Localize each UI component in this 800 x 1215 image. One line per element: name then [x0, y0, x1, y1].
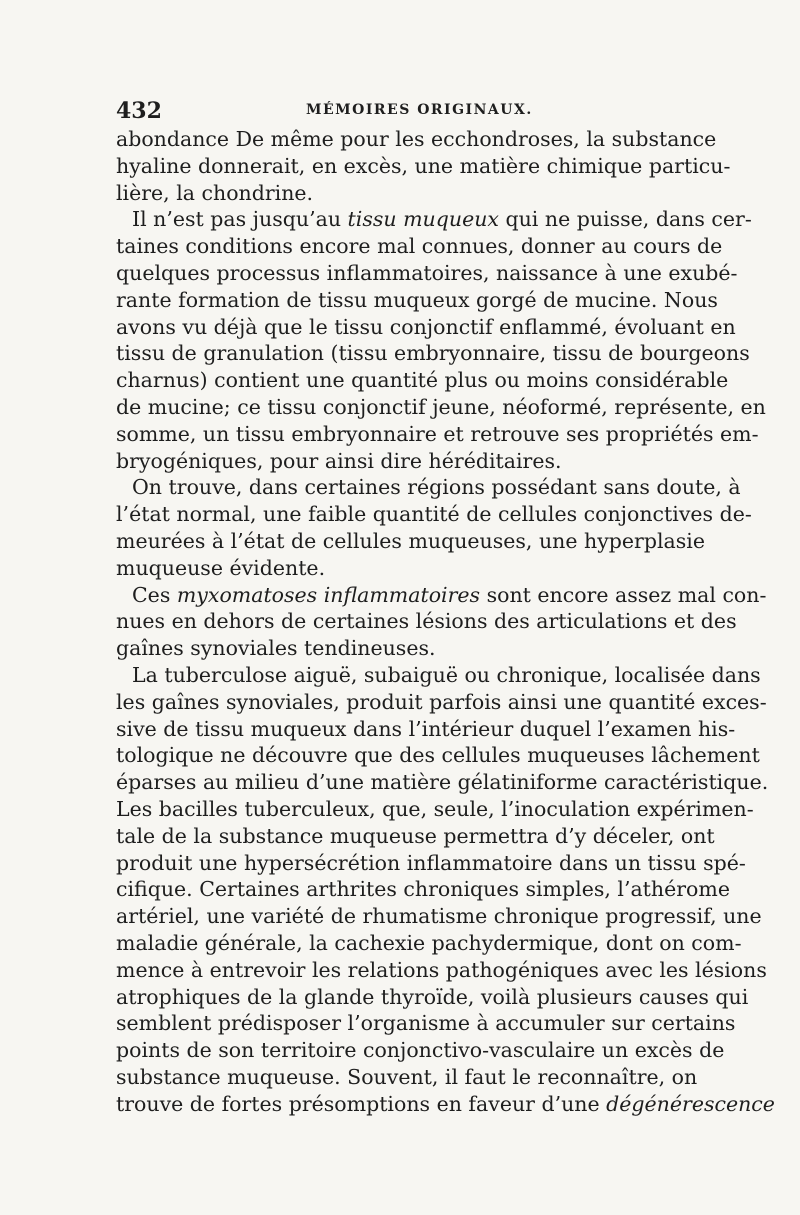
- text-run: Il n’est pas jusqu’au: [132, 207, 348, 232]
- italic-term: dégénérescence: [606, 1091, 775, 1116]
- text-line: On trouve, dans certaines régions possédant sans doute, à: [132, 475, 741, 500]
- text-line: de mucine; ce tissu conjonctif jeune, néoformé, représente, en: [116, 394, 766, 419]
- italic-term: myxomatoses inflammatoires: [176, 582, 481, 607]
- text-line: [116, 582, 767, 609]
- text-line: abondance De même pour les ecchondroses, la substance: [116, 127, 717, 151]
- text-line: semblent prédisposer l’organisme à accumuler sur certains: [116, 1011, 736, 1036]
- page-header: [116, 98, 686, 126]
- text-line: [116, 1091, 775, 1118]
- text-line: meurées à l’état de cellules muqueuses, une hyperplasie: [116, 528, 705, 553]
- text-line: bryogéniques, pour ainsi dire héréditaires.: [116, 448, 562, 473]
- text-line: quelques processus inflammatoires, naissance à une exubé-: [116, 260, 738, 285]
- text-line: tale de la substance muqueuse permettra d’y déceler, ont: [116, 823, 715, 848]
- text-line: cifique. Certaines arthrites chroniques simples, l’athérome: [116, 877, 730, 902]
- text-line: nues en dehors de certaines lésions des articulations et des: [116, 609, 737, 634]
- text-line: mence à entrevoir les relations pathogéniques avec les lésions: [116, 957, 767, 982]
- page-number: 432: [116, 98, 162, 124]
- text-run: Ces: [132, 582, 177, 607]
- text-line: artériel, une variété de rhumatisme chronique progressif, une: [116, 904, 762, 929]
- text-line: l’état normal, une faible quantité de cellules conjonctives de-: [116, 502, 752, 527]
- running-head: MÉMOIRES ORIGINAUX.: [306, 102, 533, 118]
- text-line: somme, un tissu embryonnaire et retrouve ses propriétés em-: [116, 421, 759, 446]
- text-run: trouve de fortes présomptions en faveur d’une: [116, 1091, 607, 1116]
- text-line: substance muqueuse. Souvent, il faut le reconnaître, on: [116, 1064, 698, 1089]
- text-line: [116, 206, 752, 233]
- text-run: sont encore assez mal con-: [480, 582, 767, 607]
- text-line: tissu de granulation (tissu embryonnaire, tissu de bourgeons: [116, 341, 750, 366]
- body-text: [116, 126, 775, 1117]
- text-line: produit une hypersécrétion inflammatoire dans un tissu spé-: [116, 850, 746, 875]
- text-line: maladie générale, la cachexie pachydermique, dont on com-: [116, 930, 742, 955]
- text-line: rante formation de tissu muqueux gorgé de mucine. Nous: [116, 287, 718, 312]
- text-line: Les bacilles tuberculeux, que, seule, l’inoculation expérimen-: [116, 796, 754, 821]
- text-line: éparses au milieu d’une matière gélatiniforme caractéristique.: [116, 770, 769, 795]
- text-line: tologique ne découvre que des cellules muqueuses lâchement: [116, 743, 760, 768]
- text-line: hyaline donnerait, en excès, une matière chimique particu-: [116, 153, 731, 178]
- text-line: gaînes synoviales tendineuses.: [116, 636, 436, 661]
- text-line: charnus) contient une quantité plus ou moins considérable: [116, 368, 729, 393]
- text-line: sive de tissu muqueux dans l’intérieur duquel l’examen his-: [116, 716, 736, 741]
- text-line: les gaînes synoviales, produit parfois ainsi une quantité exces-: [116, 689, 767, 714]
- text-line: points de son territoire conjonctivo-vasculaire un excès de: [116, 1038, 725, 1063]
- text-line: avons vu déjà que le tissu conjonctif enflammé, évoluant en: [116, 314, 736, 339]
- text-line: muqueuse évidente.: [116, 555, 326, 580]
- text-run: qui ne puisse, dans cer-: [498, 207, 752, 232]
- text-line: taines conditions encore mal connues, donner au cours de: [116, 234, 723, 259]
- text-line: atrophiques de la glande thyroïde, voilà plusieurs causes qui: [116, 984, 749, 1009]
- italic-term: tissu muqueux: [347, 207, 499, 232]
- text-line: La tuberculose aiguë, subaiguë ou chronique, localisée dans: [132, 662, 761, 687]
- text-line: lière, la chondrine.: [116, 180, 314, 205]
